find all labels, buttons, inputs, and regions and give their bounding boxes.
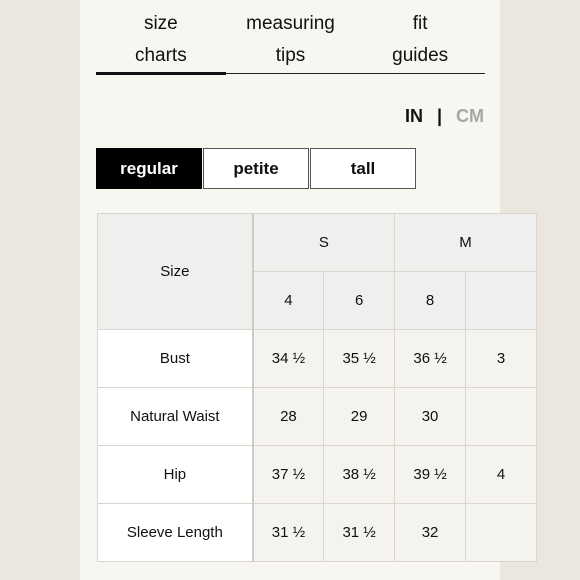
size-table (97, 213, 537, 562)
table-row (98, 330, 537, 388)
unit-separator: | (436, 106, 442, 126)
measurement-value: 37 ½ (253, 446, 324, 504)
measurement-value: 31 ½ (253, 504, 324, 562)
tab-label-line2: charts (134, 45, 187, 66)
size-number-header (466, 272, 537, 330)
measurement-label: Hip (98, 446, 253, 504)
measurement-value (466, 504, 537, 562)
measurement-value (466, 388, 537, 446)
table-row (98, 388, 537, 446)
measurement-value: 32 (395, 504, 466, 562)
fit-toggle (96, 148, 417, 189)
measurement-value: 39 ½ (395, 446, 466, 504)
tab-fit-guides[interactable] (355, 8, 485, 73)
measurement-value: 3 (466, 330, 537, 388)
fit-petite-button[interactable]: petite (203, 148, 309, 189)
measurement-value: 36 ½ (395, 330, 466, 388)
measurement-value: 34 ½ (253, 330, 324, 388)
fit-regular-button[interactable]: regular (96, 148, 202, 189)
tab-label-line1: measuring (246, 13, 335, 34)
unit-centimeters-button[interactable]: CM (456, 106, 484, 126)
measurement-label: Bust (98, 330, 253, 388)
size-group-header: M (395, 214, 537, 272)
size-number-header: 6 (324, 272, 395, 330)
tab-measuring-tips[interactable] (226, 8, 356, 73)
measurement-value: 4 (466, 446, 537, 504)
measurement-label: Natural Waist (98, 388, 253, 446)
guide-tabs (96, 8, 485, 74)
tab-label-line1: size (143, 13, 178, 34)
measurement-label: Sleeve Length (98, 504, 253, 562)
measurement-value: 35 ½ (324, 330, 395, 388)
tab-label-line1: fit (412, 13, 428, 34)
measurement-value: 28 (253, 388, 324, 446)
unit-inches-button[interactable]: IN (404, 106, 423, 126)
fit-tall-button[interactable]: tall (310, 148, 416, 189)
size-table-scroll[interactable] (97, 213, 506, 563)
measurement-value: 30 (395, 388, 466, 446)
size-header: Size (98, 214, 253, 330)
tab-label-line2: tips (275, 45, 306, 66)
tab-size-charts[interactable] (96, 8, 226, 73)
size-number-header: 4 (253, 272, 324, 330)
size-group-header: S (253, 214, 395, 272)
table-row (98, 446, 537, 504)
unit-toggle (405, 106, 484, 127)
measurement-value: 38 ½ (324, 446, 395, 504)
measurement-value: 31 ½ (324, 504, 395, 562)
tab-label-line2: guides (392, 45, 449, 66)
measurement-value: 29 (324, 388, 395, 446)
table-row (98, 504, 537, 562)
size-number-header: 8 (395, 272, 466, 330)
